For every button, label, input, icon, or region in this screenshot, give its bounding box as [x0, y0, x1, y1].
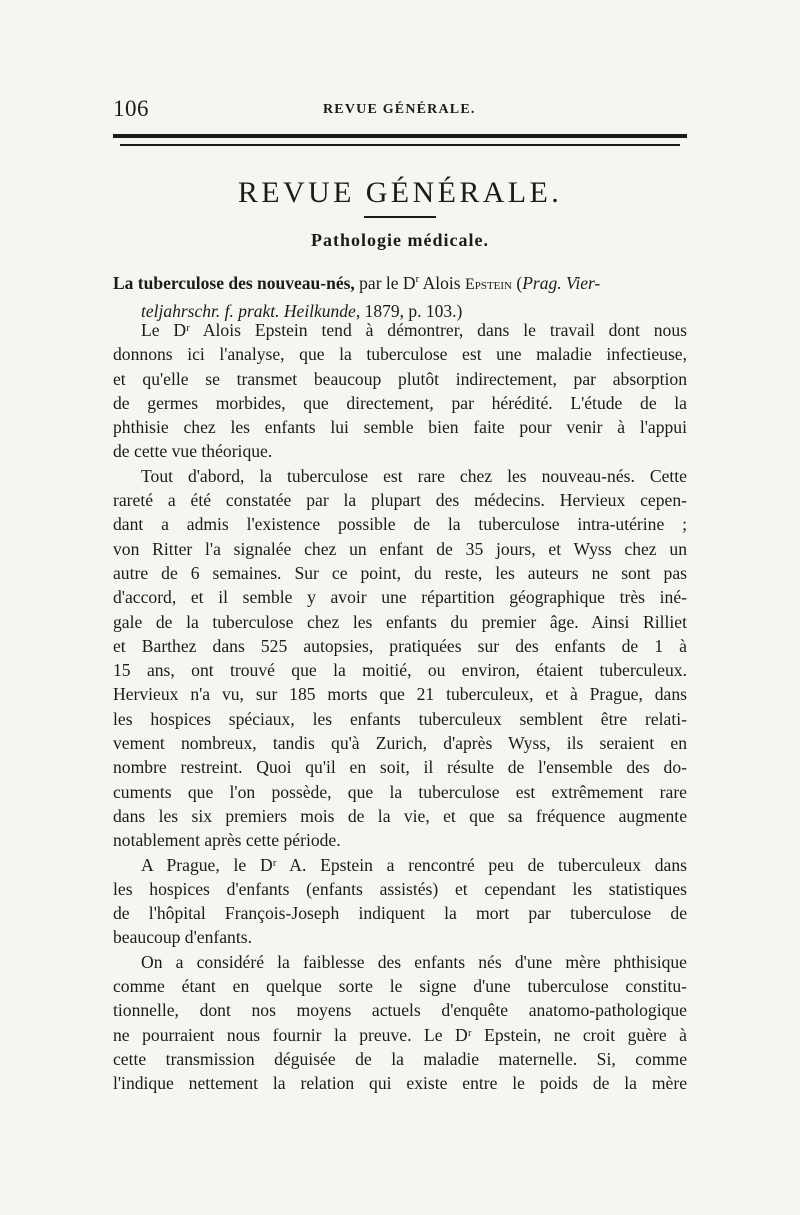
body-line: les hospices d'enfants (enfants assistés) et cependant les statistiques [113, 878, 687, 899]
body-line: autre de 6 semaines. Sur ce point, du reste, les auteurs ne sont pas [113, 562, 687, 583]
running-head [113, 96, 687, 124]
article-by: par le D [354, 272, 416, 293]
article-author-first: Alois [419, 272, 465, 293]
body-line: et Barthez dans 525 autopsies, pratiquées sur des enfants de 1 à [113, 635, 687, 656]
body-line: les hospices spéciaux, les enfants tuberculeux semblent être relati- [113, 708, 687, 729]
article-author-last: Epstein [464, 275, 512, 293]
section-divider [364, 216, 436, 218]
body-line: de l'hôpital François-Joseph indiquent la mort par tuberculose de [113, 903, 687, 924]
body-line: nombre restreint. Quoi qu'il en soit, il résulte de l'ensemble des do- [113, 757, 687, 778]
running-title: REVUE GÉNÉRALE. [323, 102, 476, 117]
body-line: ne pourraient nous fournir la preuve. Le Dʳ Epstein, ne croit guère à [113, 1024, 687, 1045]
citation-journal: Prag. Vier- [522, 272, 601, 293]
subsection-title: Pathologie médicale. [311, 230, 489, 250]
article-by-sup: r [415, 273, 420, 285]
body-line: d'accord, et il semble y avoir une répartition géographique très iné- [113, 587, 687, 608]
body-line: Hervieux n'a vu, sur 185 morts que 21 tuberculeux, et à Prague, dans [113, 684, 687, 705]
citation-rest: , 1879, p. 103.) [355, 300, 463, 321]
body-line: On a considéré la faiblesse des enfants nés d'une mère phthisique [141, 951, 687, 972]
body-line: donnons ici l'analyse, que la tuberculose est une maladie infectieuse, [113, 344, 687, 365]
section-title: REVUE GÉNÉRALE. [237, 176, 563, 209]
body-line: Tout d'abord, la tuberculose est rare chez les nouveau-nés. Cette [141, 465, 687, 486]
body-line: de cette vue théorique. [113, 441, 273, 462]
article-body [113, 318, 687, 1096]
body-line: vement nombreux, tandis qu'à Zurich, d'après Wyss, ils seraient en [113, 733, 687, 754]
body-line: rareté a été constatée par la plupart des médecins. Hervieux cepen- [113, 490, 687, 511]
page-number: 106 [113, 96, 149, 121]
body-line: cette transmission déguisée de la maladie maternelle. Si, comme [113, 1048, 687, 1069]
body-line: comme étant en quelque sorte le signe d'une tuberculose constitu- [113, 976, 687, 997]
body-line: et qu'elle se transmet beaucoup plutôt indirectement, par absorption [113, 368, 687, 389]
article-heading [113, 266, 687, 324]
body-line: tionnelle, dont nos moyens actuels d'enquête anatomo-pathologique [113, 1000, 687, 1021]
body-line: dant a admis l'existence possible de la tuberculose intra-utérine ; [113, 514, 687, 535]
body-line: Le Dʳ Alois Epstein tend à démontrer, dans le travail dont nous [141, 320, 687, 340]
body-line: l'indique nettement la relation qui existe entre le poids de la mère [113, 1073, 687, 1094]
body-line: cuments que l'on possède, que la tuberculose est extrêmement rare [113, 781, 687, 802]
body-line: 15 ans, ont trouvé que la moitié, ou environ, étaient tuberculeux. [113, 660, 687, 681]
article-title: La tuberculose des nouveau-nés, [113, 272, 355, 293]
body-line: notablement après cette période. [113, 830, 341, 851]
body-line: de germes morbides, que directement, par hérédité. L'étude de la [113, 392, 687, 413]
header-rule-thick [113, 134, 687, 138]
body-line: gale de la tuberculose chez les enfants du premier âge. Ainsi Rilliet [113, 611, 687, 632]
body-line: A Prague, le Dʳ A. Epstein a rencontré peu de tuberculeux dans [141, 854, 687, 875]
header-rule-thin [120, 144, 680, 146]
citation-open: ( [512, 272, 523, 293]
body-line: dans les six premiers mois de la vie, et que sa fréquence augmente [113, 805, 687, 826]
body-line: beaucoup d'enfants. [113, 927, 252, 948]
body-line: phthisie chez les enfants lui semble bien faite pour venir à l'appui [113, 417, 687, 438]
citation-journal-2: teljahrschr. f. prakt. Heilkunde [141, 300, 356, 321]
body-line: von Ritter l'a signalée chez un enfant de 35 jours, et Wyss chez un [113, 538, 687, 559]
